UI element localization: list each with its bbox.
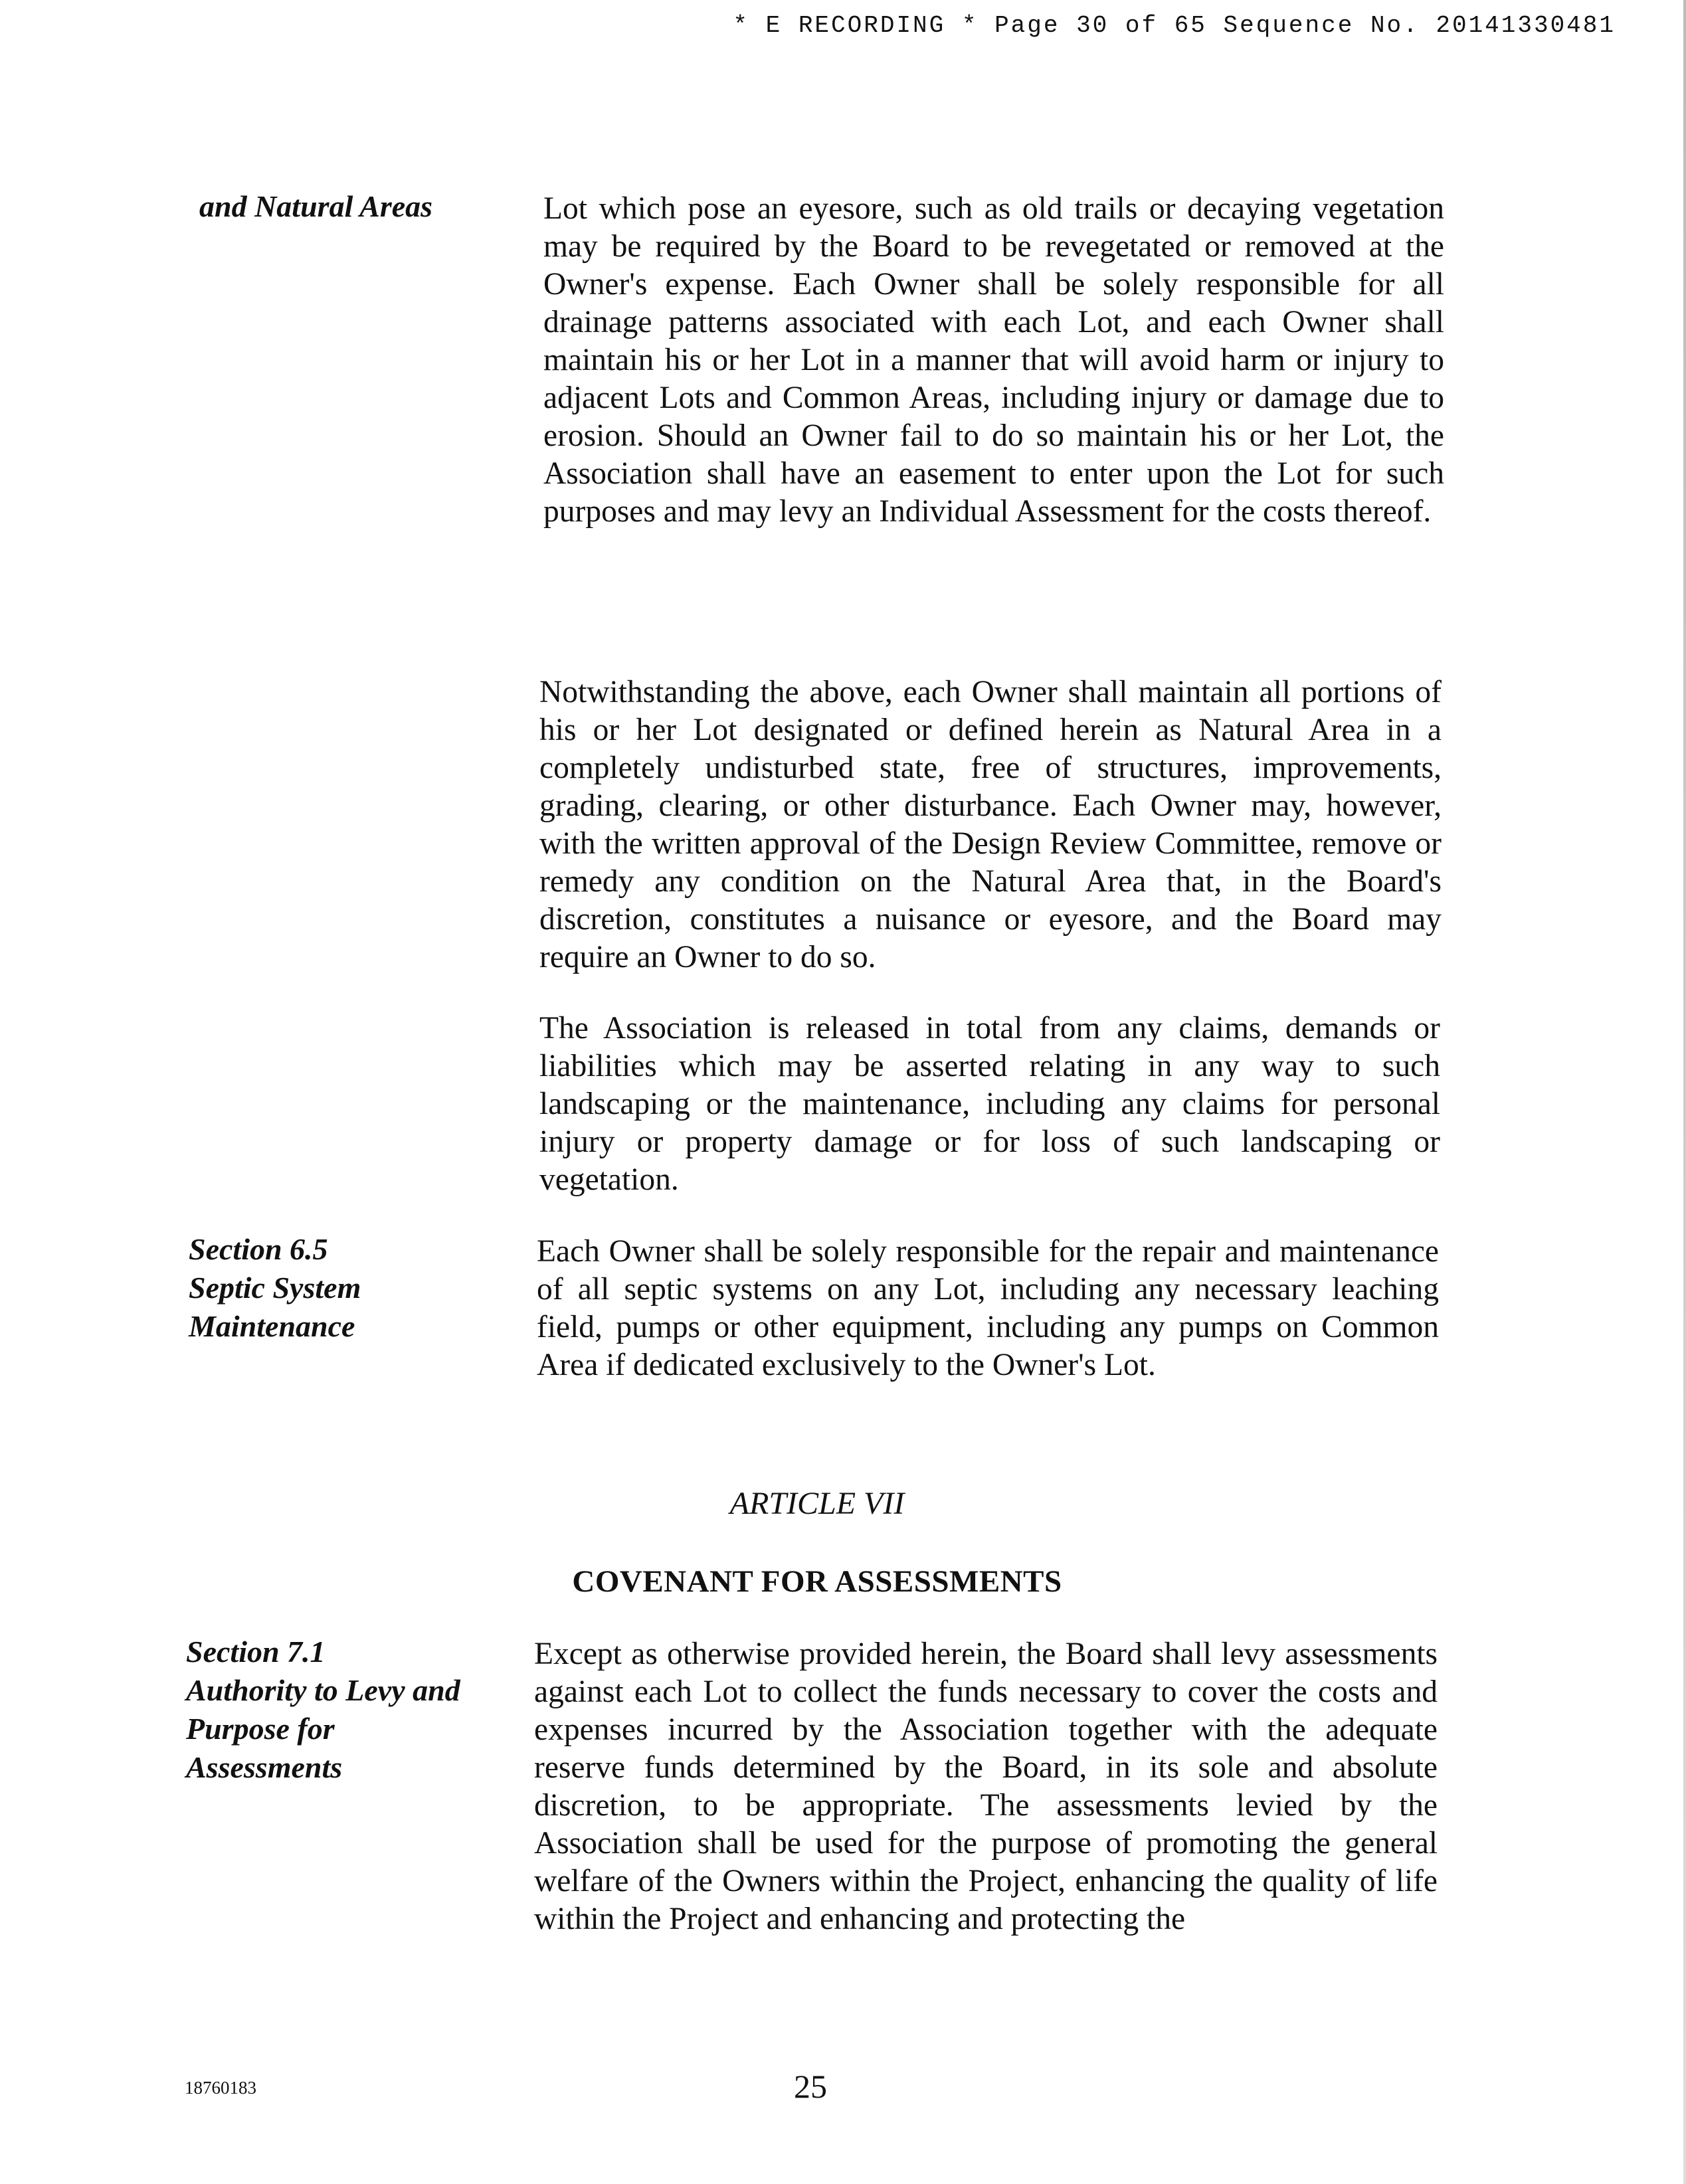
- side-heading-line: Purpose for: [186, 1712, 335, 1746]
- article-title: ARTICLE VII: [729, 1486, 905, 1521]
- side-heading-natural-areas: [199, 187, 432, 226]
- recording-header: * E RECORDING * Page 30 of 65 Sequence No. 20141330481: [733, 12, 1616, 39]
- side-heading-line: Assessments: [186, 1750, 343, 1784]
- side-heading-section-7-1: [186, 1633, 460, 1787]
- paragraph-landscaping: Lot which pose an eyesore, such as old trails or decaying vegetation may be required by the Board to be revegetated or removed at the Owner's expense. Each Owner shall be solely responsible for all drainage patterns associated with each Lot, and each Owner shall maintain his or her Lot in a manner that will avoid harm or injury to adjacent Lots and Common Areas, including injury or damage due to erosion. Should an Owner fail to do so maintain his or her Lot, the Association shall have an easement to enter upon the Lot for such purposes and may levy an Individual Assessment for the costs thereof.: [543, 191, 1444, 529]
- paragraph-assessments: Except as otherwise provided herein, the Board shall levy assessments against each Lot to collect the funds necessary to cover the costs and expenses incurred by the Association together with the adequate reserve funds determined by the Board, in its sole and absolute discretion, to be appropriate. The assessments levied by the Association shall be used for the purpose of promoting the general welfare of the Owners within the Project, enhancing the quality of life within the Project and enhancing and protecting the: [534, 1637, 1438, 1936]
- side-heading-section-6-5: [189, 1230, 361, 1346]
- scan-edge: [1683, 0, 1686, 2184]
- page-number: 25: [794, 2068, 827, 2105]
- side-heading-line: and Natural Areas: [199, 189, 433, 223]
- side-heading-line: Section 6.5: [189, 1232, 328, 1266]
- document-id: 18760183: [185, 2078, 256, 2098]
- paragraph-septic: Each Owner shall be solely responsible for the repair and maintenance of all septic systems on any Lot, including any necessary leaching field, pumps or other equipment, including any pumps on Common Area if dedicated exclusively to the Owner's Lot.: [537, 1234, 1439, 1382]
- side-heading-line: Maintenance: [189, 1309, 355, 1343]
- article-heading: COVENANT FOR ASSESSMENTS: [572, 1564, 1062, 1599]
- paragraph-release: The Association is released in total from any claims, demands or liabilities which may be asserted relating in any way to such landscaping or the maintenance, including any claims for personal injury or property damage or for loss of such landscaping or vegetation.: [539, 1011, 1440, 1197]
- side-heading-line: Authority to Levy and: [186, 1673, 460, 1707]
- paragraph-natural-area: Notwithstanding the above, each Owner shall maintain all portions of his or her Lot designated or defined herein as Natural Area in a completely undisturbed state, free of structures, improvements, grading, clearing, or other disturbance. Each Owner may, however, with the written approval of the Design Review Committee, remove or remedy any condition on the Natural Area that, in the Board's discretion, constitutes a nuisance or eyesore, and the Board may require an Owner to do so.: [539, 675, 1442, 974]
- side-heading-line: Septic System: [189, 1271, 361, 1305]
- side-heading-line: Section 7.1: [186, 1635, 326, 1669]
